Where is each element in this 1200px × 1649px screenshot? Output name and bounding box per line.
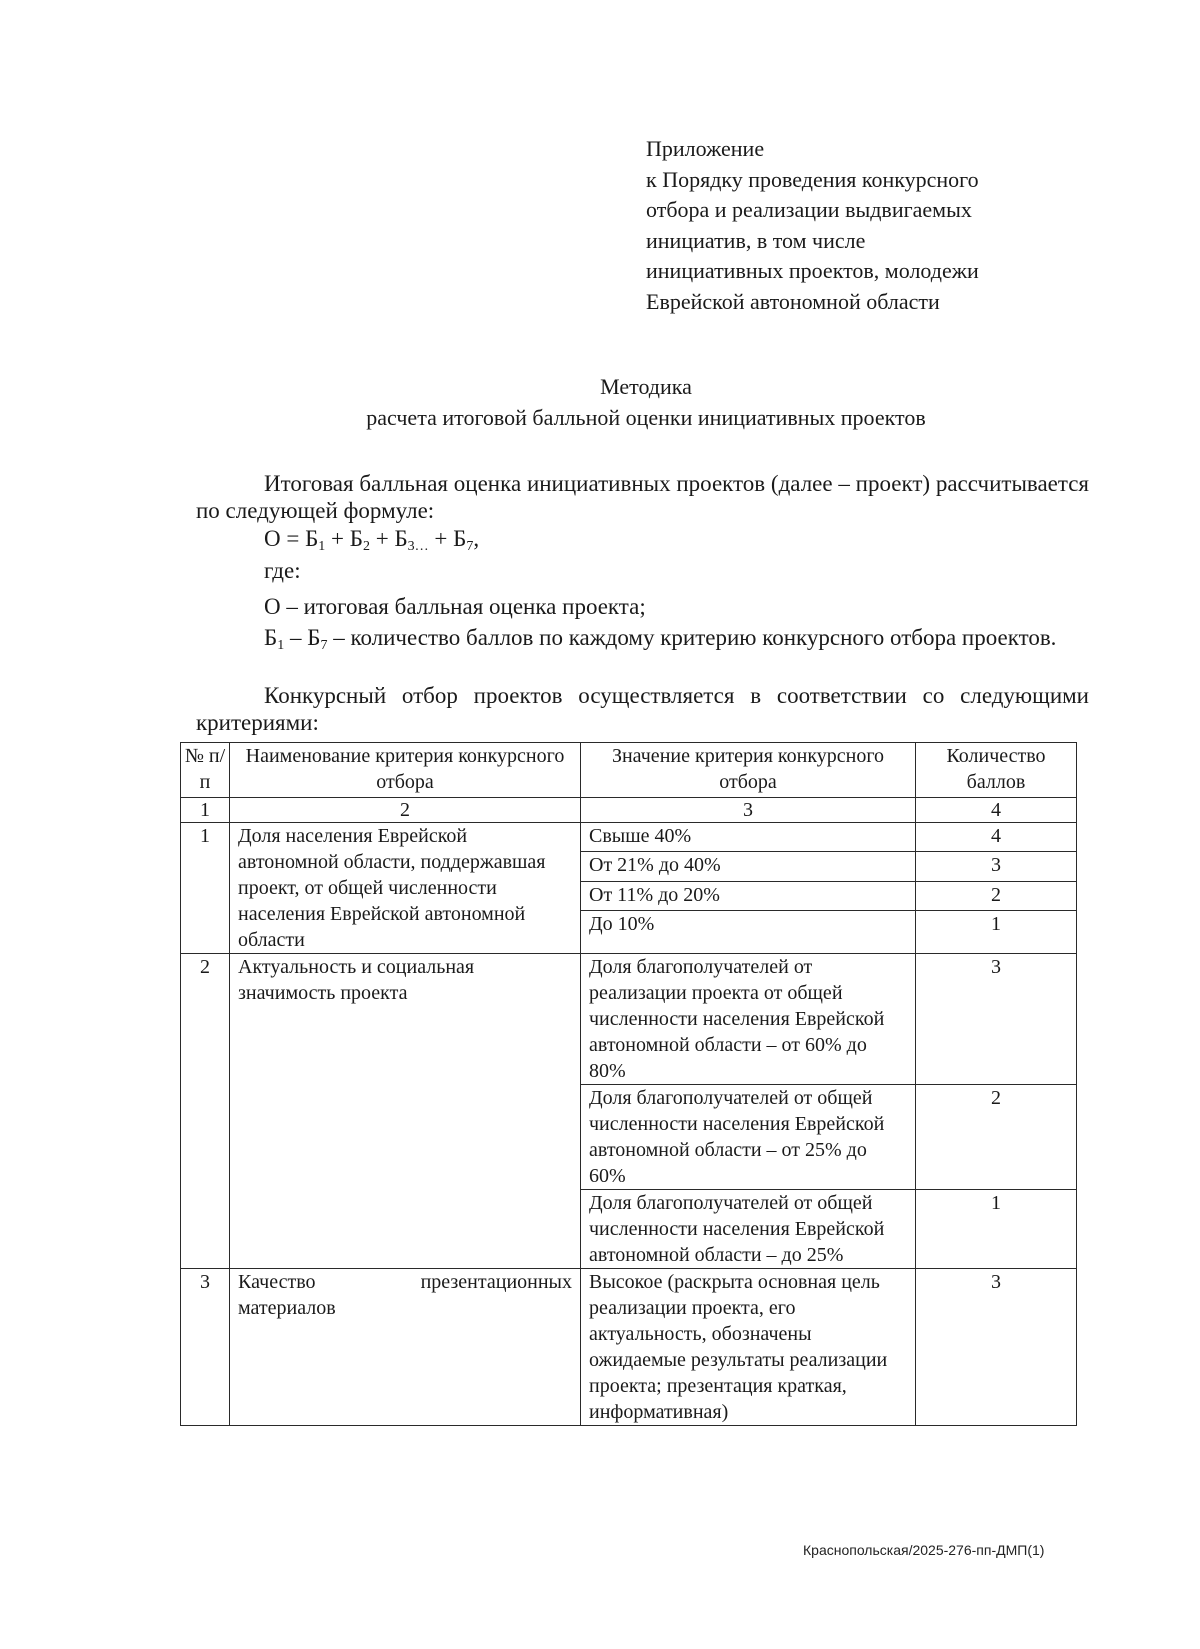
- formula: [264, 525, 479, 552]
- where-label: где:: [264, 558, 301, 583]
- criterion-points: 1: [916, 911, 1077, 954]
- criterion-name: Актуальность и социальная значимость проекта: [230, 954, 581, 1269]
- table-row: [181, 823, 1077, 852]
- formula-part: + Б: [428, 526, 467, 551]
- document-footer-code: Краснопольская/2025-276-пп-ДМП(1): [803, 1542, 1045, 1558]
- index-cell: 2: [230, 798, 581, 823]
- formula-part: + Б: [325, 526, 363, 551]
- header-name: Наименование критерия конкурсного отбора: [230, 743, 581, 798]
- criterion-points: 3: [916, 1269, 1077, 1426]
- b-sub: 7: [320, 638, 328, 653]
- formula-sub: 1: [318, 539, 326, 554]
- intro-text: Итоговая балльная оценка инициативных проектов (далее – проект) рассчитывается по следующей формуле:: [196, 471, 1089, 523]
- criterion-value: Доля благополучателей от общей численности населения Еврейской автономной области – до 25%: [581, 1190, 916, 1269]
- criterion-value: От 21% до 40%: [581, 852, 916, 881]
- b-sub: 1: [277, 638, 285, 653]
- criterion-points: 4: [916, 823, 1077, 852]
- appendix-line: отбора и реализации выдвигаемых: [646, 197, 972, 222]
- row-num: 3: [181, 1269, 230, 1426]
- document-subtitle: расчета итоговой балльной оценки инициативных проектов: [366, 405, 926, 430]
- appendix-line: Приложение: [646, 136, 765, 161]
- criterion-points: 3: [916, 852, 1077, 881]
- header-num: № п/п: [181, 743, 230, 798]
- criterion-points: 2: [916, 1085, 1077, 1190]
- appendix-line: к Порядку проведения конкурсного: [646, 166, 979, 192]
- criterion-value: Высокое (раскрыта основная цель реализации проекта, его актуальность, обозначены ожидаемые результаты реализации проекта; презентация краткая, информативная): [581, 1269, 916, 1426]
- table-index-row: [181, 798, 1077, 823]
- formula-part: + Б: [369, 526, 408, 551]
- criterion-points: 1: [916, 1190, 1077, 1269]
- criteria-table: [180, 742, 1077, 1426]
- o-definition: О – итоговая балльная оценка проекта;: [264, 594, 646, 619]
- criterion-name: Качество презентационных материалов: [230, 1269, 581, 1426]
- appendix-line: инициатив, в том числе: [646, 227, 866, 253]
- formula-sub: 2: [362, 539, 370, 554]
- document-title: Методика: [600, 374, 692, 399]
- row-num: 2: [181, 954, 230, 1269]
- index-cell: 3: [581, 798, 916, 823]
- criterion-value: От 11% до 20%: [581, 881, 916, 910]
- b-part: Б: [264, 625, 278, 650]
- b-definition: [196, 624, 1089, 651]
- criterion-value: Доля благополучателей от общей численности населения Еврейской автономной области – от 25% до 60%: [581, 1085, 916, 1190]
- appendix-line: инициативных проектов, молодежи: [646, 258, 979, 283]
- header-points: Количество баллов: [916, 743, 1077, 798]
- table-row: [181, 954, 1077, 1085]
- index-cell: 1: [181, 798, 230, 823]
- intro-paragraph: [196, 470, 1089, 524]
- table-header-row: [181, 743, 1077, 798]
- appendix-line: Еврейской автономной области: [646, 288, 940, 314]
- index-cell: 4: [916, 798, 1077, 823]
- row-num: 1: [181, 823, 230, 954]
- criterion-value: Доля благополучателей от реализации проекта от общей численности населения Еврейской автономной области – от 60% до 80%: [581, 954, 916, 1085]
- b-part: – Б: [284, 625, 321, 650]
- b-text: – количество баллов по каждому критерию конкурсного отбора проектов.: [327, 625, 1057, 650]
- formula-sub: 7: [466, 539, 474, 554]
- table-row: [181, 1269, 1077, 1426]
- formula-part: ,: [473, 526, 480, 551]
- formula-part: О = Б: [264, 526, 319, 551]
- header-value: Значение критерия конкурсного отбора: [581, 743, 916, 798]
- criterion-points: 3: [916, 954, 1077, 1085]
- criterion-value: Свыше 40%: [581, 823, 916, 852]
- appendix-header: [646, 134, 1116, 317]
- criterion-name: Доля населения Еврейской автономной области, поддержавшая проект, от общей численности населения Еврейской автономной области: [230, 823, 581, 954]
- formula-sub: 3…: [407, 539, 429, 554]
- criteria-intro-text: Конкурсный отбор проектов осуществляется в соответствии со следующими критериями:: [196, 683, 1089, 735]
- criterion-points: 2: [916, 881, 1077, 910]
- criteria-intro: [196, 682, 1089, 736]
- criterion-value: До 10%: [581, 911, 916, 954]
